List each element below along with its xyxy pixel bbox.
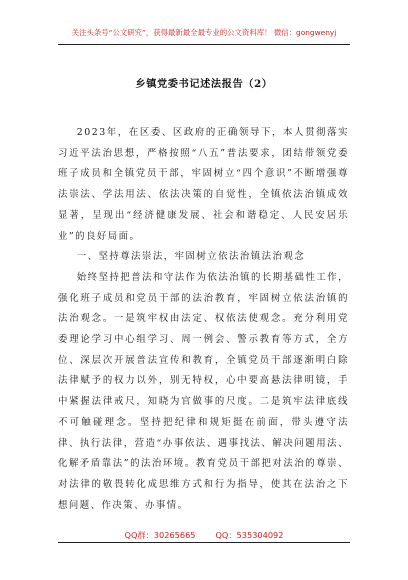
footer-qq-group: QQ群：30265665	[124, 530, 196, 540]
document-title: 乡镇党委书记述法报告（2）	[135, 78, 273, 90]
body-paragraph-intro: 2023年，在区委、区政府的正确领导下，本人贯彻落实习近平法治思想，严格按照“八五”普法要求，团结带领党委班子成员和全镇党员干部，牢固树立“四个意识”不断增强尊法崇法、学法用法、依法决策的自觉性，全镇依法治镇成效显著，呈现出“经济健康发展、社会和谐稳定、人民安居乐业”的良好局面。	[58, 127, 349, 242]
header-promo-banner: 关注头条号“公文研究”，获得最新最全最专业的公文资料库！ 微信：gongwenyj	[71, 28, 337, 37]
section-heading-1: 一、坚持尊法崇法，牢固树立依法治镇法治观念	[76, 251, 306, 263]
footer-qq-number: QQ：535304092	[215, 530, 284, 540]
document-body	[58, 123, 349, 516]
header-divider	[58, 44, 350, 45]
footer-contact	[0, 530, 408, 541]
footer-divider	[58, 542, 350, 543]
body-paragraph-section-1: 始终坚持把普法和守法作为依法治镇的长期基础性工作，强化班子成员和党员干部的法治教育，牢固树立依法治镇的法治观念。一是筑牢权由法定、权依法使观念。充分利用党委理论学习中心组学习、周一例会、警示教育等方式，全方位、深层次开展普法宣传和教育，全镇党员干部逐渐明白除法律赋予的权力以外，别无特权，心中要高悬法律明镜，手中紧握法律戒尺，知晓为官做事的尺度。二是筑牢法律底线不可触碰理念。坚持把纪律和规矩挺在前面，带头遵守法律、执行法律，营造“办事依法、遇事找法、解决问题用法、化解矛盾靠法”的法治环境。教育党员干部把对法治的尊崇、对法律的敬畏转化成思维方式和行为指导，使其在法治之下想问题、作决策、办事情。	[58, 271, 349, 511]
